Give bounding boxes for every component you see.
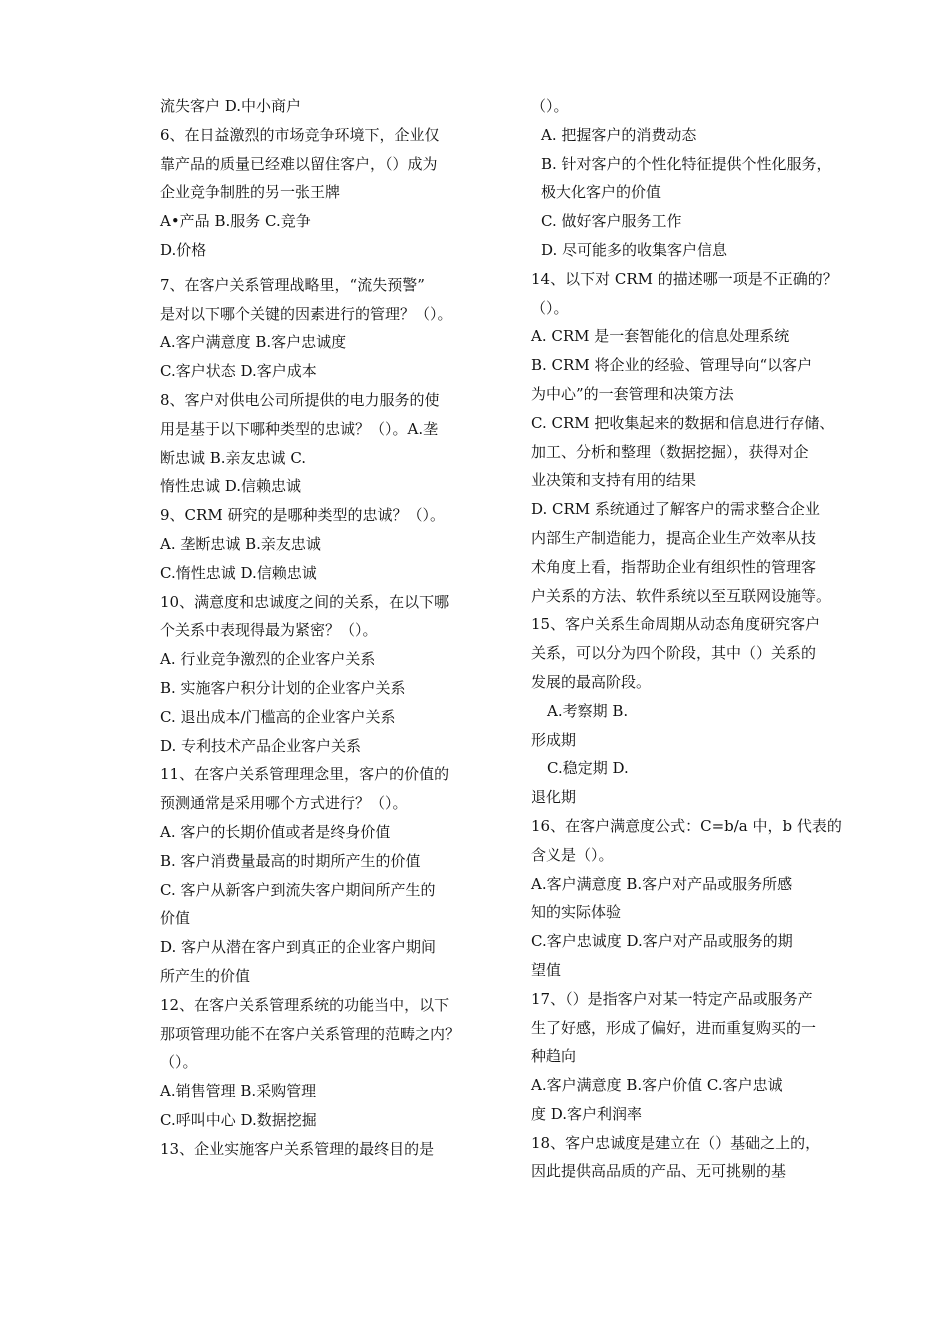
left-column-line: C. 客户从新客户到流失客户期间所产生的	[160, 880, 436, 899]
left-column-line: C.惰性忠诚 D.信赖忠诚	[160, 563, 317, 582]
left-column-line: C.客户状态 D.客户成本	[160, 362, 317, 381]
right-column-line: 望值	[531, 960, 562, 979]
right-column-line: A.考察期 B.	[547, 701, 629, 720]
right-column-line: A.客户满意度 B.客户价值 C.客户忠诚	[531, 1076, 783, 1095]
right-column-line: 加工、分析和整理（数据挖掘），获得对企	[531, 442, 809, 461]
left-column-line: A. 垄断忠诚 B.亲友忠诚	[160, 534, 321, 553]
right-column-line: A. CRM 是一套智能化的信息处理系统	[531, 327, 790, 346]
right-column-line: 关系，可以分为四个阶段，其中（）关系的	[531, 644, 817, 663]
right-column-line: 18、客户忠诚度是建立在（）基础之上的，	[531, 1133, 821, 1152]
left-column-line: 6、在日益激烈的市场竞争环境下，企业仅	[160, 125, 440, 144]
right-text-column	[531, 92, 849, 1186]
left-column-line: 那项管理功能不在客户关系管理的范畴之内？	[160, 1024, 461, 1043]
right-column-line: C.客户忠诚度 D.客户对产品或服务的期	[531, 932, 793, 951]
right-column-line: 15、客户关系生命周期从动态角度研究客户	[531, 615, 821, 634]
right-column-line: 17、（）是指客户对某一特定产品或服务产	[531, 989, 813, 1008]
left-column-line: D.价格	[160, 240, 207, 259]
right-column-line: 含义是（）。	[531, 845, 614, 864]
right-column-line: 种趋向	[531, 1047, 577, 1066]
right-column-line: B. CRM 将企业的经验、管理导向“以客户	[531, 356, 813, 375]
right-column-line: 形成期	[531, 730, 577, 749]
left-column-line: 13、企业实施客户关系管理的最终目的是	[160, 1139, 435, 1158]
left-column-line: 7、在客户关系管理战略里，“流失预警”	[160, 275, 425, 294]
left-column-line: A. 客户的长期价值或者是终身价值	[160, 822, 391, 841]
left-text-column	[160, 92, 478, 1163]
right-column-line: 发展的最高阶段。	[531, 672, 652, 691]
right-column-line: 户关系的方法、软件系统以至互联网设施等。	[531, 586, 832, 605]
right-column-line: C.稳定期 D.	[547, 759, 629, 778]
left-column-line: （）。	[160, 1053, 198, 1072]
left-column-line: 价值	[160, 909, 191, 928]
left-column-line: 惰性忠诚 D.信赖忠诚	[160, 477, 302, 496]
left-column-line: 用是基于以下哪种类型的忠诚？（）。A.垄	[160, 419, 439, 438]
left-column-line: B. 客户消费量最高的时期所产生的价值	[160, 851, 421, 870]
right-column-line: 内部生产制造能力，提高企业生产效率从技	[531, 528, 817, 547]
right-column-line: D. 尽可能多的收集客户信息	[541, 240, 728, 259]
left-column-line: D. 客户从潜在客户到真正的企业客户期间	[160, 938, 437, 957]
right-column-line: C. CRM 把收集起来的数据和信息进行存储、	[531, 413, 835, 432]
right-column-line: A.客户满意度 B.客户对产品或服务所感	[531, 874, 793, 893]
right-column-line: 度 D.客户利润率	[531, 1104, 643, 1123]
right-column-line: 生了好感，形成了偏好，进而重复购买的一	[531, 1018, 817, 1037]
right-column-line: 极大化客户的价值	[541, 183, 662, 202]
right-column-line: 因此提供高品质的产品、无可挑剔的基	[531, 1162, 787, 1181]
left-column-line: A•产品 B.服务 C.竞争	[160, 212, 311, 231]
right-column-line: D. CRM 系统通过了解客户的需求整合企业	[531, 500, 820, 519]
right-column-line: 知的实际体验	[531, 903, 622, 922]
left-column-line: 个关系中表现得最为紧密？（）。	[160, 621, 378, 640]
left-column-line: 8、客户对供电公司所提供的电力服务的使	[160, 390, 440, 409]
right-column-line: （）。	[531, 298, 569, 317]
left-column-line: C.呼叫中心 D.数据挖掘	[160, 1110, 317, 1129]
right-column-line: A. 把握客户的消费动态	[541, 125, 697, 144]
right-column-line: 术角度上看，指帮助企业有组织性的管理客	[531, 557, 817, 576]
left-column-line: 9、CRM 研究的是哪种类型的忠诚？（）。	[160, 506, 445, 525]
left-column-line: A. 行业竞争激烈的企业客户关系	[160, 650, 376, 669]
left-column-line: C. 退出成本/门槛高的企业客户关系	[160, 707, 396, 726]
left-column-line: 11、在客户关系管理理念里，客户的价值的	[160, 765, 450, 784]
right-column-line: 为中心”的一套管理和决策方法	[531, 384, 734, 403]
left-column-line: 是对以下哪个关键的因素进行的管理？（）。	[160, 304, 453, 323]
left-column-line: 断忠诚 B.亲友忠诚 C.	[160, 448, 307, 467]
left-column-line: D. 专利技术产品企业客户关系	[160, 736, 362, 755]
left-column-line: 预测通常是采用哪个方式进行？（）。	[160, 794, 408, 813]
left-column-line: 12、在客户关系管理系统的功能当中，以下	[160, 995, 450, 1014]
right-column-line: 16、在客户满意度公式：C=b/a 中，b 代表的	[531, 816, 842, 835]
left-column-line: 所产生的价值	[160, 966, 251, 985]
right-column-line: C. 做好客户服务工作	[541, 212, 682, 231]
right-column-line: 14、以下对 CRM 的描述哪一项是不正确的？	[531, 269, 838, 288]
left-column-line: 流失客户 D.中小商户	[160, 97, 302, 115]
right-column-line: 业决策和支持有用的结果	[531, 471, 697, 490]
left-column-line: B. 实施客户积分计划的企业客户关系	[160, 678, 406, 697]
left-column-line: A.销售管理 B.采购管理	[160, 1082, 317, 1101]
left-column-line: 10、满意度和忠诚度之间的关系，在以下哪	[160, 592, 450, 611]
right-column-line: 退化期	[531, 788, 577, 807]
left-column-line: A.客户满意度 B.客户忠诚度	[160, 333, 347, 352]
left-column-line: 企业竞争制胜的另一张王牌	[160, 183, 341, 202]
right-column-line: （）。	[531, 97, 569, 115]
left-column-line: 靠产品的质量已经难以留住客户，（）成为	[160, 154, 438, 173]
right-column-line: B. 针对客户的个性化特征提供个性化服务，	[541, 154, 832, 173]
